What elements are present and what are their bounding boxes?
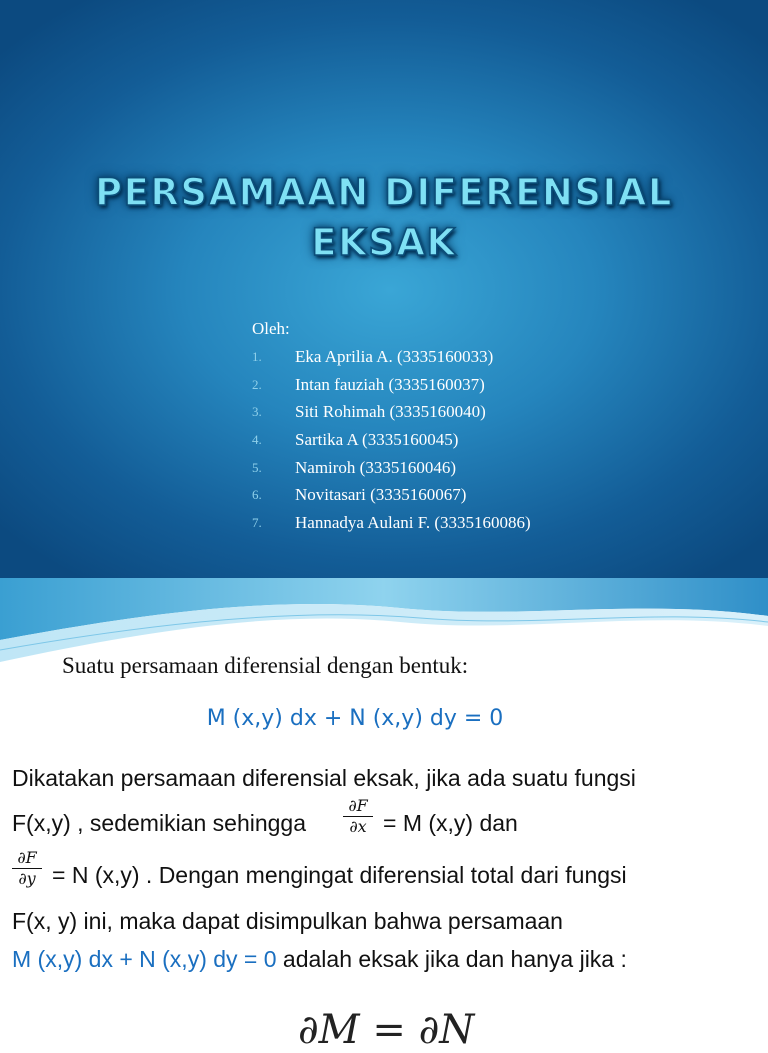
partial-fraction-dx <box>343 796 373 837</box>
author-name: Namiroh (3335160046) <box>295 457 457 477</box>
author-number: 5. <box>252 459 262 475</box>
slide-title <box>0 168 768 268</box>
content-slide <box>0 578 768 1053</box>
body-line-5 <box>12 946 627 973</box>
author-number: 6. <box>252 487 262 503</box>
author-name: Sartika A (3335160045) <box>295 430 459 450</box>
author-number: 3. <box>252 404 262 420</box>
author-name: Novitasari (3335160067) <box>295 485 467 505</box>
frac-denominator: ∂y <box>18 869 36 889</box>
author-item <box>252 454 672 482</box>
body-line-2b: = M (x,y) dan <box>383 810 518 836</box>
partial-fraction-dy <box>12 848 42 889</box>
wave-decoration <box>0 578 768 664</box>
author-item <box>252 371 672 399</box>
body-line-4: F(x, y) ini, maka dapat disimpulkan bahwa persamaan <box>12 908 563 934</box>
intro-text: Suatu persamaan diferensial dengan bentuk: <box>62 653 469 678</box>
author-name: Siti Rohimah (3335160040) <box>295 402 486 422</box>
author-number: 4. <box>252 432 262 448</box>
author-name: Intan fauziah (3335160037) <box>295 374 485 394</box>
author-list <box>252 316 672 537</box>
main-equation: M (x,y) dx + N (x,y) dy = 0 <box>206 706 504 731</box>
inline-equation: M (x,y) dx + N (x,y) dy = 0 <box>12 946 277 972</box>
title-line-1: PERSAMAAN DIFERENSIAL <box>95 171 673 214</box>
author-item <box>252 509 672 537</box>
author-number: 7. <box>252 515 262 531</box>
authors-heading: Oleh: <box>252 319 290 338</box>
author-name: Eka Aprilia A. (3335160033) <box>295 347 494 366</box>
frac-numerator: ∂F <box>348 796 368 815</box>
author-item <box>252 343 672 371</box>
author-item <box>252 398 672 426</box>
body-line-5-rest: adalah eksak jika dan hanya jika : <box>276 946 627 972</box>
frac-denominator: ∂x <box>349 817 367 837</box>
author-number: 1. <box>252 349 262 364</box>
author-number: 2. <box>252 376 262 392</box>
frac-numerator: ∂F <box>17 848 37 867</box>
body-line-3: = N (x,y) . Dengan mengingat diferensial total dari fungsi <box>52 862 627 888</box>
body-line-1: Dikatakan persamaan diferensial eksak, jika ada suatu fungsi <box>12 765 636 791</box>
partial-equation-cutoff: ∂M = ∂N <box>298 1007 475 1053</box>
author-item <box>252 426 672 454</box>
body-line-2a: F(x,y) , sedemikian sehingga <box>12 810 307 836</box>
author-item <box>252 481 672 509</box>
title-line-2: EKSAK <box>311 221 457 264</box>
author-name: Hannadya Aulani F. (3335160086) <box>295 513 531 533</box>
